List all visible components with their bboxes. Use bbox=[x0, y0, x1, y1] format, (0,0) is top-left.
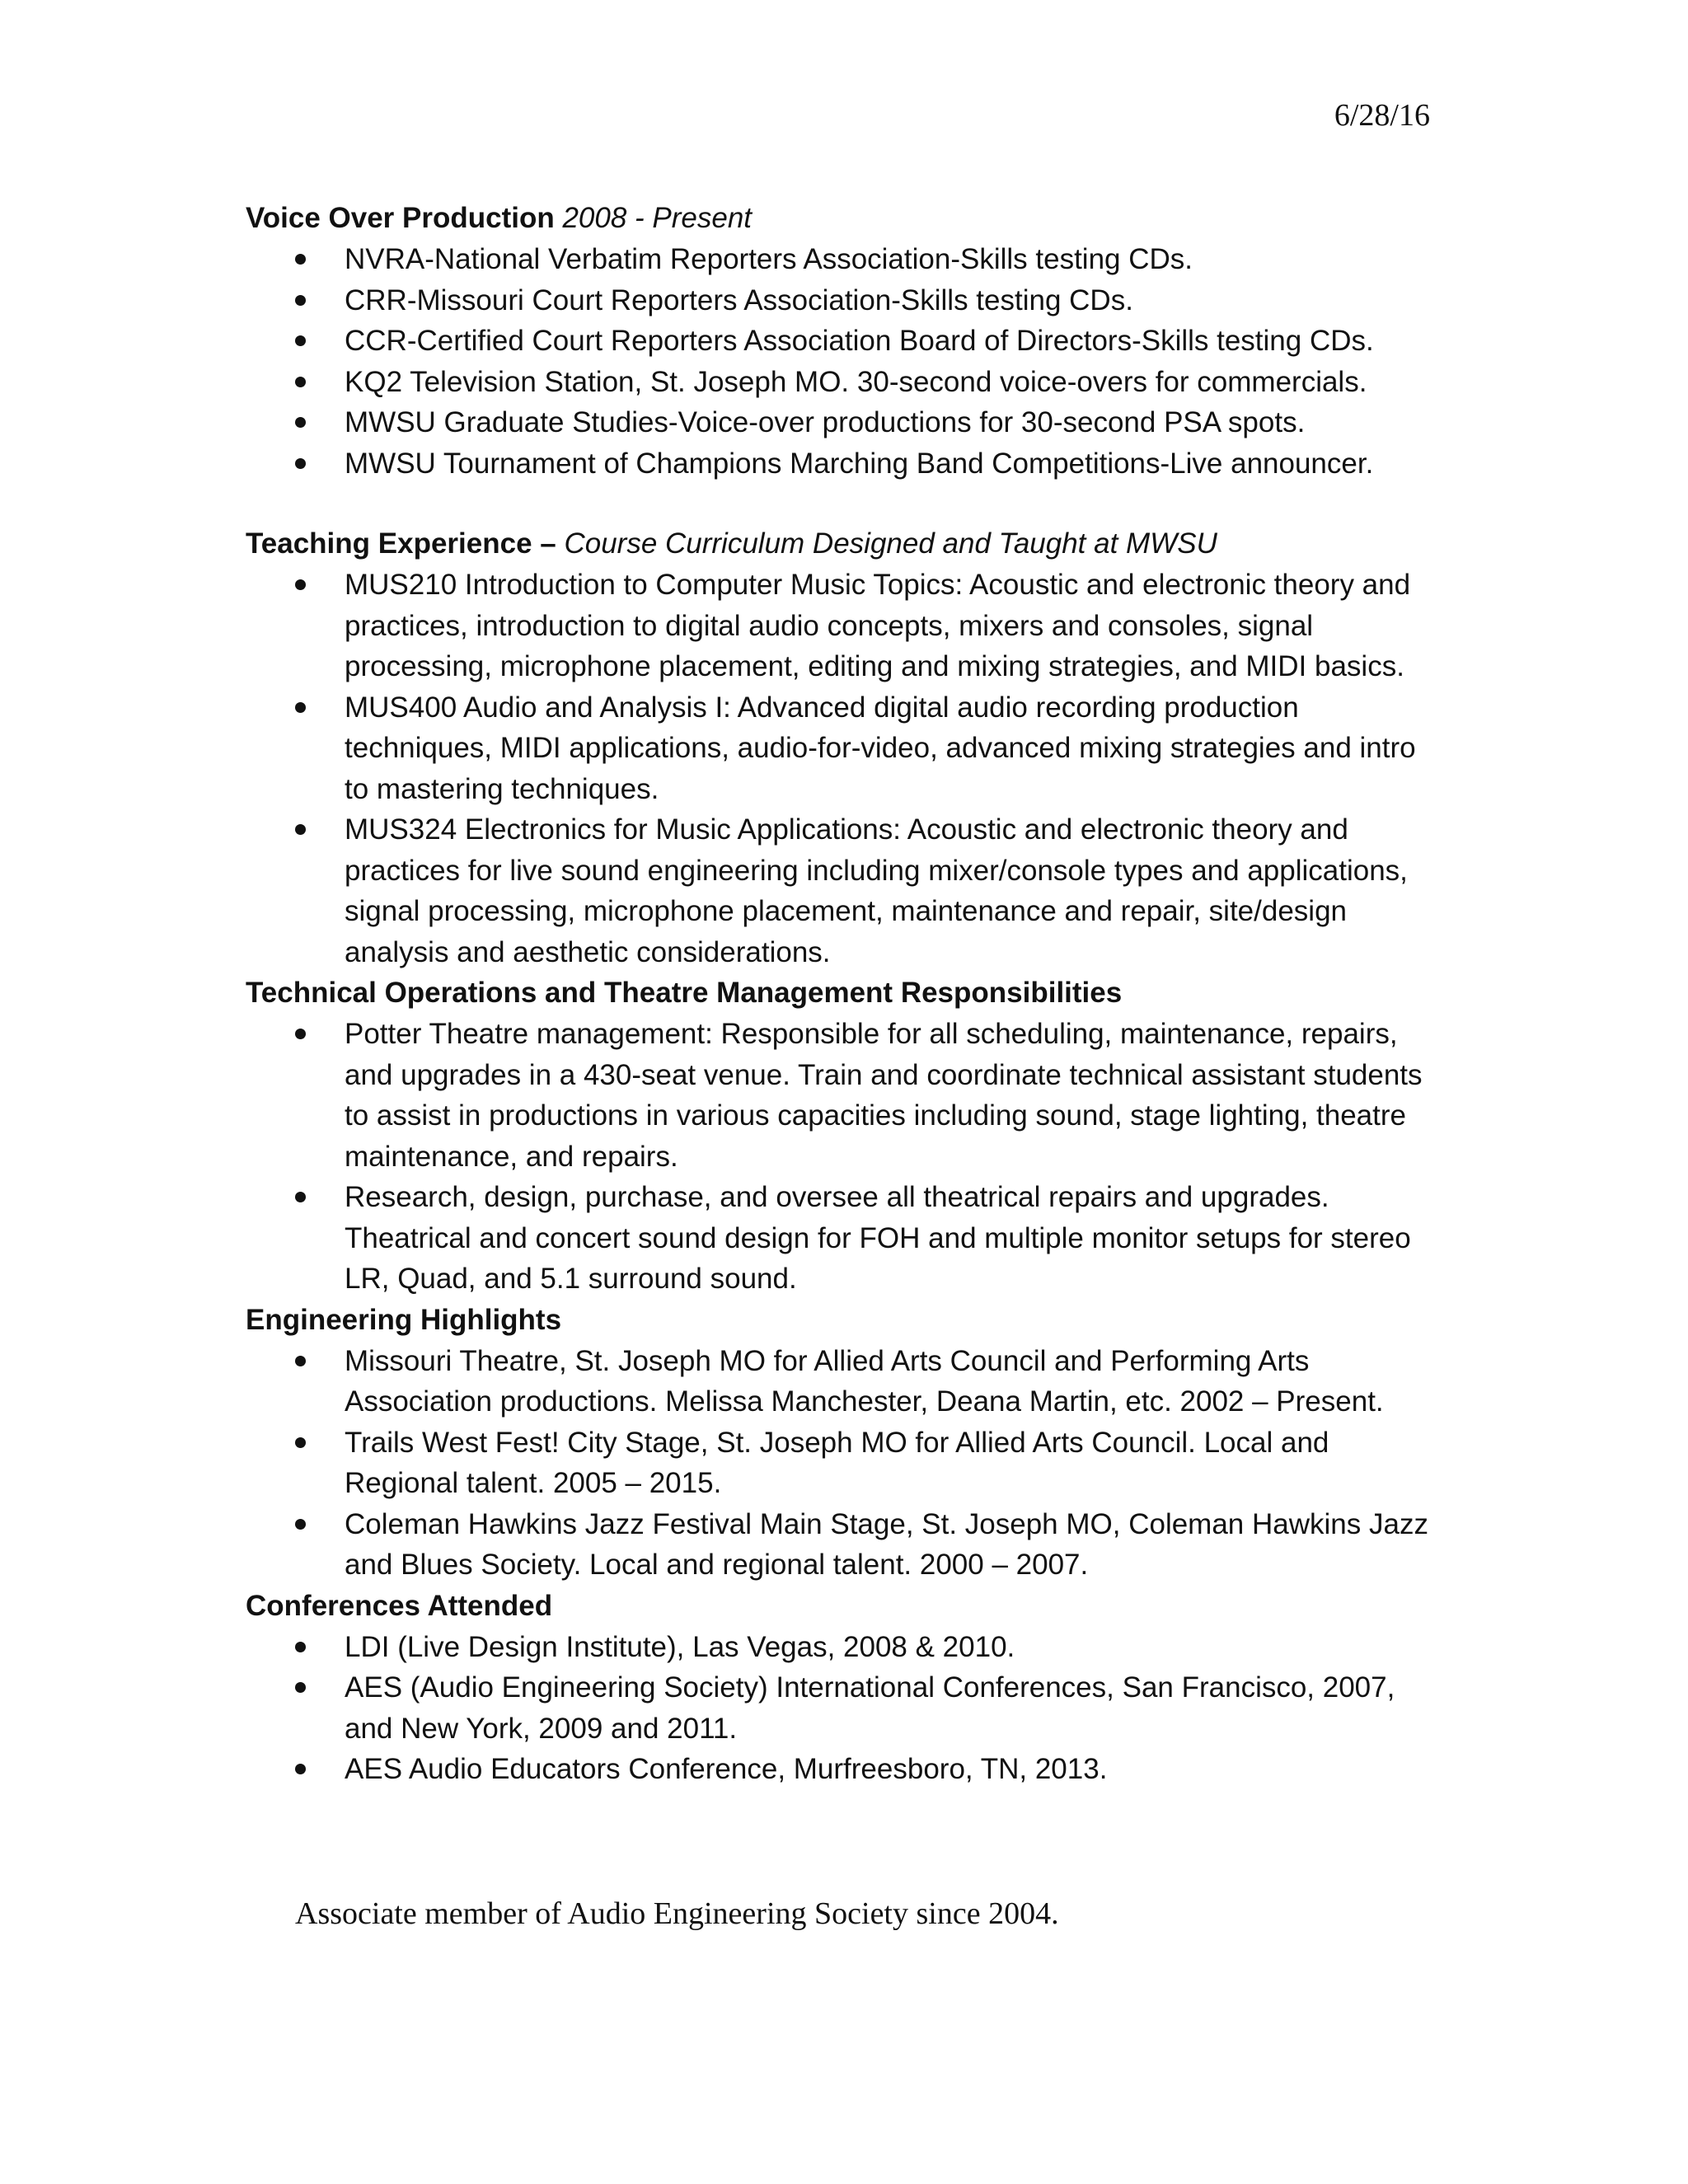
resume-content bbox=[246, 198, 1441, 1790]
list-item-text: Research, design, purchase, and oversee all theatrical repairs and upgrades. Theatrical and concert sound design for FOH and multiple monitor setups for stereo LR, Quad, and 5.1 surround sound. bbox=[345, 1181, 1411, 1295]
bullet-list bbox=[246, 1627, 1441, 1790]
section-title: Teaching Experience – bbox=[246, 527, 556, 560]
list-item-text: MUS400 Audio and Analysis I: Advanced digital audio recording production techniques, MIDI applications, audio-for-video, advanced mixing strategies and intro to mastering techniques. bbox=[345, 691, 1416, 805]
list-item bbox=[246, 280, 1441, 321]
bullet-icon bbox=[295, 1642, 306, 1652]
section-voice-over-production bbox=[246, 198, 1441, 484]
bullet-icon bbox=[295, 1192, 306, 1202]
bullet-icon bbox=[295, 417, 306, 428]
list-item-text: MUS324 Electronics for Music Applications: Acoustic and electronic theory and practices for live sound engineering including mixer/console types and applications, signal processing, microphone placement, maintenance and repair, site/design analysis and aesthetic considerations. bbox=[345, 813, 1408, 968]
list-item bbox=[246, 687, 1441, 810]
section-title: Engineering Highlights bbox=[246, 1303, 562, 1336]
section-heading bbox=[246, 198, 1441, 239]
bullet-icon bbox=[295, 1029, 306, 1039]
bullet-icon bbox=[295, 824, 306, 835]
bullet-icon bbox=[295, 458, 306, 469]
section-title: Technical Operations and Theatre Management Responsibilities bbox=[246, 977, 1123, 1009]
list-item-text: KQ2 Television Station, St. Joseph MO. 30-second voice-overs for commercials. bbox=[345, 365, 1367, 398]
section-heading bbox=[246, 1586, 1441, 1627]
list-item bbox=[246, 321, 1441, 362]
list-item-text: AES Audio Educators Conference, Murfreesboro, TN, 2013. bbox=[345, 1753, 1108, 1785]
section-spacer bbox=[246, 484, 1441, 523]
list-item bbox=[246, 1667, 1441, 1749]
list-item-text: AES (Audio Engineering Society) International Conferences, San Francisco, 2007, and New York, 2009 and 2011. bbox=[345, 1671, 1395, 1745]
list-item bbox=[246, 239, 1441, 280]
bullet-list bbox=[246, 1341, 1441, 1586]
list-item-text: Coleman Hawkins Jazz Festival Main Stage, St. Joseph MO, Coleman Hawkins Jazz and Blues Society. Local and regional talent. 2000 – 2007. bbox=[345, 1507, 1428, 1581]
section-title: Conferences Attended bbox=[246, 1589, 553, 1622]
bullet-icon bbox=[295, 702, 306, 713]
bullet-list bbox=[246, 1014, 1441, 1300]
list-item-text: Potter Theatre management: Responsible for all scheduling, maintenance, repairs, and upgrades in a 430-seat venue. Train and coordinate technical assistant students to assist in productions in various capacities including sound, stage lighting, theatre maintenance, and repairs. bbox=[345, 1018, 1423, 1173]
list-item-text: CRR-Missouri Court Reporters Association-Skills testing CDs. bbox=[345, 284, 1133, 316]
list-item bbox=[246, 402, 1441, 443]
bullet-icon bbox=[295, 335, 306, 346]
list-item bbox=[246, 443, 1441, 485]
bullet-icon bbox=[295, 254, 306, 265]
section-subtitle: Course Curriculum Designed and Taught at MWSU bbox=[556, 527, 1217, 560]
list-item-text: CCR-Certified Court Reporters Association Board of Directors-Skills testing CDs. bbox=[345, 325, 1374, 357]
list-item bbox=[246, 1504, 1441, 1586]
list-item bbox=[246, 565, 1441, 687]
list-item-text: MWSU Graduate Studies-Voice-over productions for 30-second PSA spots. bbox=[345, 406, 1306, 438]
bullet-icon bbox=[295, 1437, 306, 1448]
bullet-icon bbox=[295, 1356, 306, 1366]
section-heading bbox=[246, 972, 1441, 1014]
list-item bbox=[246, 362, 1441, 403]
list-item bbox=[246, 1749, 1441, 1790]
bullet-list bbox=[246, 239, 1441, 484]
list-item-text: LDI (Live Design Institute), Las Vegas, 2008 & 2010. bbox=[345, 1630, 1015, 1663]
list-item-text: Trails West Fest! City Stage, St. Joseph MO for Allied Arts Council. Local and Regional talent. 2005 – 2015. bbox=[345, 1426, 1329, 1499]
list-item bbox=[246, 1341, 1441, 1422]
section-engineering-highlights bbox=[246, 1300, 1441, 1586]
list-item bbox=[246, 1627, 1441, 1668]
list-item-text: NVRA-National Verbatim Reporters Association-Skills testing CDs. bbox=[345, 243, 1193, 275]
list-item-text: MWSU Tournament of Champions Marching Band Competitions-Live announcer. bbox=[345, 447, 1374, 480]
section-heading bbox=[246, 523, 1441, 565]
section-technical-operations bbox=[246, 972, 1441, 1300]
bullet-icon bbox=[295, 295, 306, 306]
list-item bbox=[246, 1177, 1441, 1300]
section-title: Voice Over Production bbox=[246, 202, 555, 234]
page-date: 6/28/16 bbox=[1334, 98, 1430, 133]
section-teaching-experience bbox=[246, 523, 1441, 972]
list-item bbox=[246, 809, 1441, 972]
section-heading bbox=[246, 1300, 1441, 1341]
list-item bbox=[246, 1422, 1441, 1504]
bullet-icon bbox=[295, 1519, 306, 1530]
list-item-text: Missouri Theatre, St. Joseph MO for Allied Arts Council and Performing Arts Association productions. Melissa Manchester, Deana Martin, etc. 2002 – Present. bbox=[345, 1344, 1384, 1418]
list-item-text: MUS210 Introduction to Computer Music Topics: Acoustic and electronic theory and practices, introduction to digital audio concepts, mixers and consoles, signal processing, microphone placement, editing and mixing strategies, and MIDI basics. bbox=[345, 569, 1411, 682]
membership-note: Associate member of Audio Engineering Society since 2004. bbox=[295, 1896, 1059, 1931]
bullet-icon bbox=[295, 579, 306, 590]
list-item bbox=[246, 1014, 1441, 1177]
bullet-icon bbox=[295, 1682, 306, 1693]
bullet-icon bbox=[295, 377, 306, 387]
section-subtitle: 2008 - Present bbox=[554, 202, 753, 234]
bullet-list bbox=[246, 565, 1441, 972]
section-conferences-attended bbox=[246, 1586, 1441, 1790]
bullet-icon bbox=[295, 1764, 306, 1774]
